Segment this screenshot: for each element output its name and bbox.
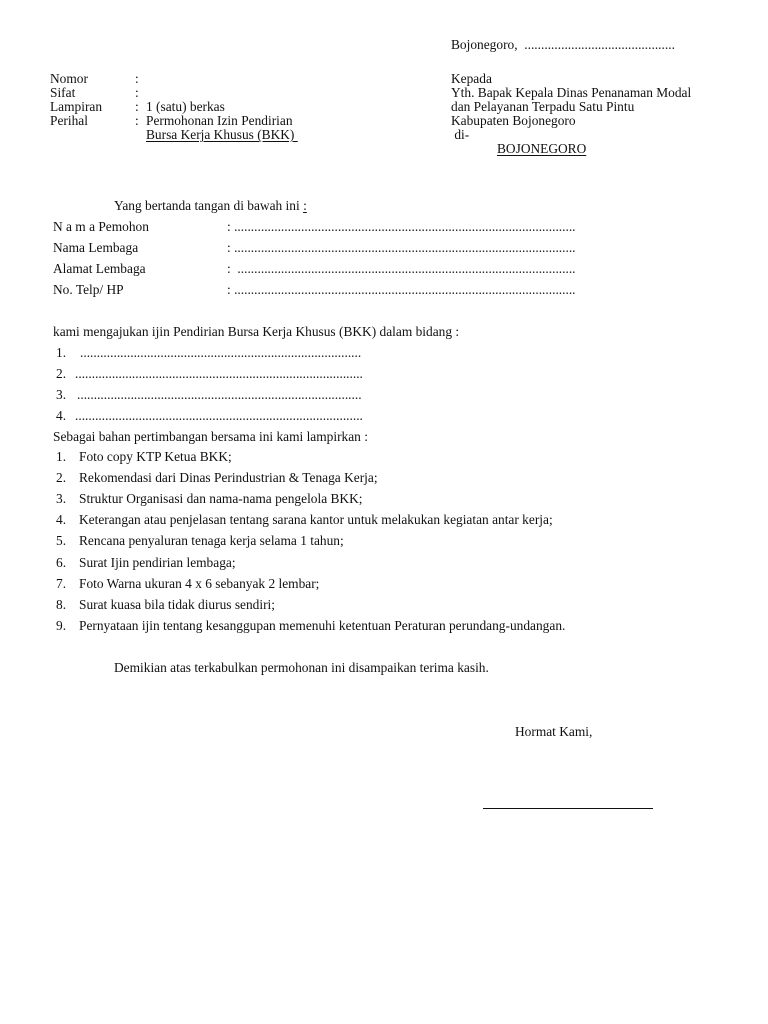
header-value-perihal: Permohonan Izin Pendirian: [146, 113, 293, 128]
list-item: Pernyataan ijin tentang kesanggupan memenuhi ketentuan Peraturan perundang-undangan.: [79, 618, 566, 633]
header-value-perihal-line2: Bursa Kerja Khusus (BKK): [146, 127, 298, 142]
closing-text: Demikian atas terkabulkan permohonan ini disampaikan terima kasih.: [114, 660, 489, 675]
list-item: Foto copy KTP Ketua BKK;: [79, 449, 232, 464]
field-label-alamat-lembaga: Alamat Lembaga: [53, 261, 146, 276]
list-item-number: 2.: [56, 470, 67, 485]
list-item-number: 8.: [56, 597, 67, 612]
field-label-telp: No. Telp/ HP: [53, 282, 124, 297]
signoff-text: Hormat Kami,: [515, 724, 593, 739]
field-blank: : ......................................................................................................: [227, 219, 576, 234]
list-item: Struktur Organisasi dan nama-nama pengelola BKK;: [79, 491, 363, 506]
header-colon: :: [135, 71, 139, 86]
intro-text: [114, 199, 307, 212]
recipient-line: Kabupaten Bojonegoro: [451, 113, 576, 128]
field-blank: : .....................................................................................................: [227, 261, 576, 276]
list-item-number: 4.: [56, 408, 67, 423]
list-item: Surat Ijin pendirian lembaga;: [79, 555, 236, 570]
list-item: Keterangan atau penjelasan tentang sarana kantor untuk melakukan kegiatan antar kerja;: [79, 512, 553, 527]
header-label-perihal: Perihal: [50, 113, 88, 128]
field-blank: : ......................................................................................................: [227, 240, 576, 255]
signature-line: [483, 808, 653, 809]
list-item-blank: ....................................................................................: [80, 345, 362, 360]
field-label-nama-lembaga: Nama Lembaga: [53, 240, 139, 255]
recipient-line: Yth. Bapak Kepala Dinas Penanaman Modal: [451, 85, 692, 100]
recipient-city: BOJONEGORO: [497, 141, 587, 156]
recipient-line: dan Pelayanan Terpadu Satu Pintu: [451, 99, 635, 114]
list-item-blank: ......................................................................................: [75, 408, 363, 423]
intro-phrase: Yang bertanda tangan di bawah ini: [114, 198, 300, 213]
list-item-number: 3.: [56, 387, 67, 402]
recipient-di: di-: [451, 127, 470, 142]
header-colon: :: [135, 99, 139, 114]
intro-colon: :: [303, 198, 307, 213]
list-item-number: 2.: [56, 366, 67, 381]
header-label-lampiran: Lampiran: [50, 99, 103, 114]
list-item-number: 9.: [56, 618, 67, 633]
list-item-number: 3.: [56, 491, 67, 506]
list-item-number: 4.: [56, 512, 67, 527]
list-item: Surat kuasa bila tidak diurus sendiri;: [79, 597, 275, 612]
list-item-number: 1.: [56, 449, 67, 464]
header-colon: :: [135, 113, 139, 128]
list-item-number: 5.: [56, 533, 67, 548]
list-item-number: 7.: [56, 576, 67, 591]
field-blank: : ......................................................................................................: [227, 282, 576, 297]
bidang-intro: kami mengajukan ijin Pendirian Bursa Kerja Khusus (BKK) dalam bidang :: [53, 324, 460, 339]
field-label-nama-pemohon: N a m a Pemohon: [53, 219, 149, 234]
list-item: Foto Warna ukuran 4 x 6 sebanyak 2 lembar;: [79, 576, 320, 591]
date-line: Bojonegoro, .............................................: [451, 37, 675, 52]
header-label-sifat: Sifat: [50, 85, 76, 100]
header-label-nomor: Nomor: [50, 71, 88, 86]
header-value-lampiran: 1 (satu) berkas: [146, 99, 225, 114]
list-item: Rekomendasi dari Dinas Perindustrian & Tenaga Kerja;: [79, 470, 378, 485]
list-item-number: 1.: [56, 345, 67, 360]
lampiran-intro: Sebagai bahan pertimbangan bersama ini kami lampirkan :: [53, 429, 368, 444]
header-colon: :: [135, 85, 139, 100]
list-item: Rencana penyaluran tenaga kerja selama 1 tahun;: [79, 533, 344, 548]
list-item-blank: .....................................................................................: [77, 387, 362, 402]
recipient-kepada: Kepada: [451, 71, 492, 86]
list-item-blank: ......................................................................................: [75, 366, 363, 381]
list-item-number: 6.: [56, 555, 67, 570]
